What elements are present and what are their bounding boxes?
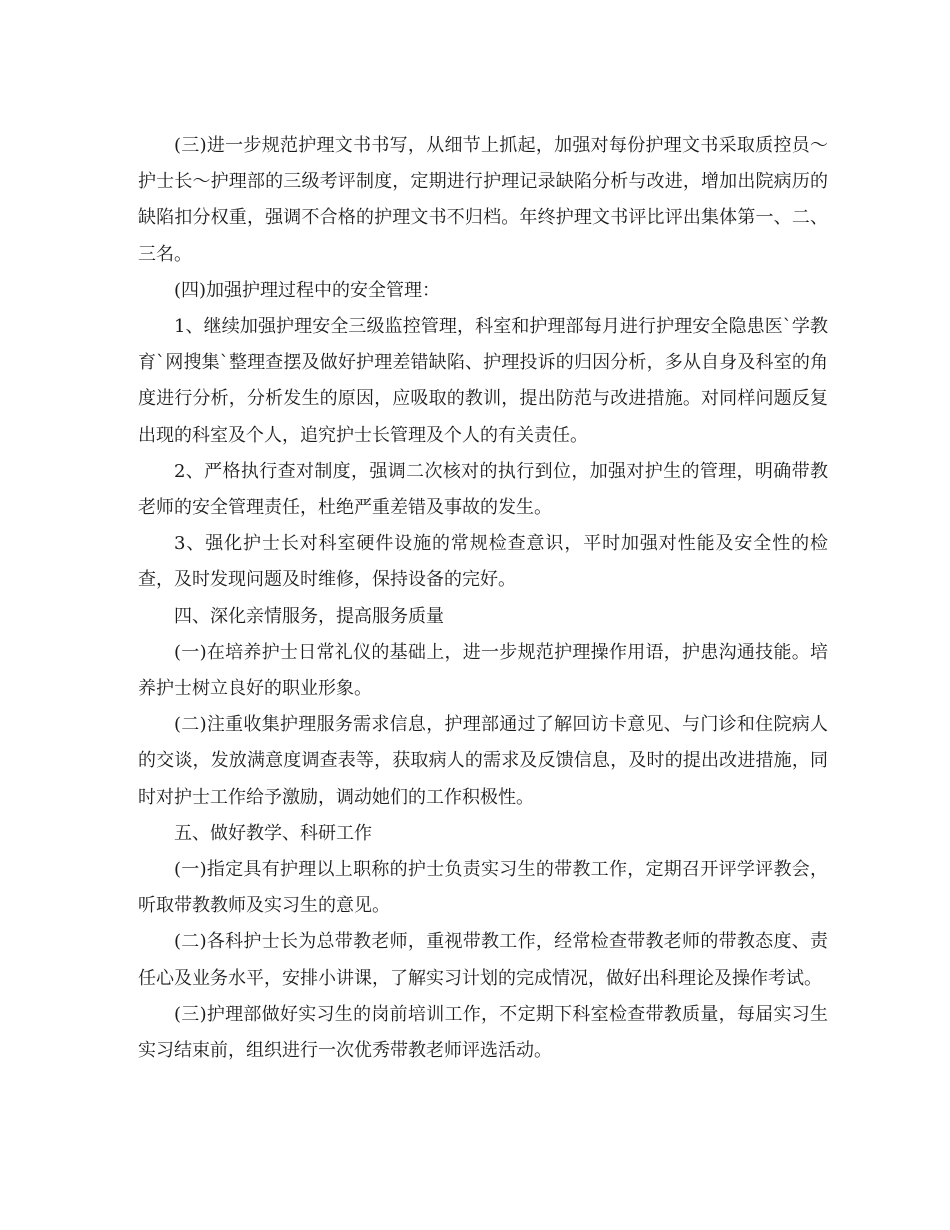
paragraph-feedback-collection: (二)注重收集护理服务需求信息，护理部通过了解回访卡意见、与门诊和住院病人的交谈，发放满意度调查表等，获取病人的需求及反馈信息，及时的提出改进措施，同时对护士工作给予激励，调动她们的工作积极性。: [138, 714, 828, 808]
paragraph-writing-standards: (三)进一步规范护理文书书写，从细节上抓起，加强对每份护理文书采取质控员～护士长～护理部的三级考评制度，定期进行护理记录缺陷分析与改进，增加出院病历的缺陷扣分权重，强调不合格的护理文书不归档。年终护理文书评比评出集体第一、二、三名。: [138, 135, 828, 265]
section-heading-service-quality: 四、深化亲情服务，提高服务质量: [174, 605, 444, 627]
paragraph-safety-heading: (四)加强护理过程中的安全管理：: [174, 279, 441, 301]
paragraph-etiquette: (一)在培养护士日常礼仪的基础上，进一步规范护理操作用语，护患沟通技能。培养护士树立良好的职业形象。: [138, 641, 828, 700]
paragraph-intern-supervision: (一)指定具有护理以上职称的护士负责实习生的带教工作，定期召开评学评教会，听取带教教师及实习生的意见。: [138, 859, 828, 917]
paragraph-pre-job-training: (三)护理部做好实习生的岗前培训工作，不定期下科室检查带教质量，每届实习生实习结束前，组织进行一次优秀带教老师评选活动。: [138, 1003, 828, 1062]
document-body: [138, 128, 828, 1069]
section-heading-teaching-research: 五、做好教学、科研工作: [174, 822, 372, 844]
paragraph-verification-system: 2、严格执行查对制度，强调二次核对的执行到位，加强对护生的管理，明确带教老师的安全管理责任，杜绝严重差错及事故的发生。: [138, 460, 828, 519]
paragraph-head-nurse-teaching: (二)各科护士长为总带教老师，重视带教工作，经常检查带教老师的带教态度、责任心及业务水平，安排小讲课，了解实习计划的完成情况，做好出科理论及操作考试。: [138, 931, 828, 989]
paragraph-safety-monitoring: 1、继续加强护理安全三级监控管理，科室和护理部每月进行护理安全隐患医`学教育`网搜集`整理查摆及做好护理差错缺陷、护理投诉的归因分析，多从自身及科室的角度进行分析，分析发生的原因，应吸取的教训，提出防范与改进措施。对同样问题反复出现的科室及个人，追究护士长管理及个人的有关责任。: [138, 316, 828, 446]
paragraph-equipment-inspection: 3、强化护士长对科室硬件设施的常规检查意识，平时加强对性能及安全性的检查，及时发现问题及时维修，保持设备的完好。: [138, 533, 828, 591]
